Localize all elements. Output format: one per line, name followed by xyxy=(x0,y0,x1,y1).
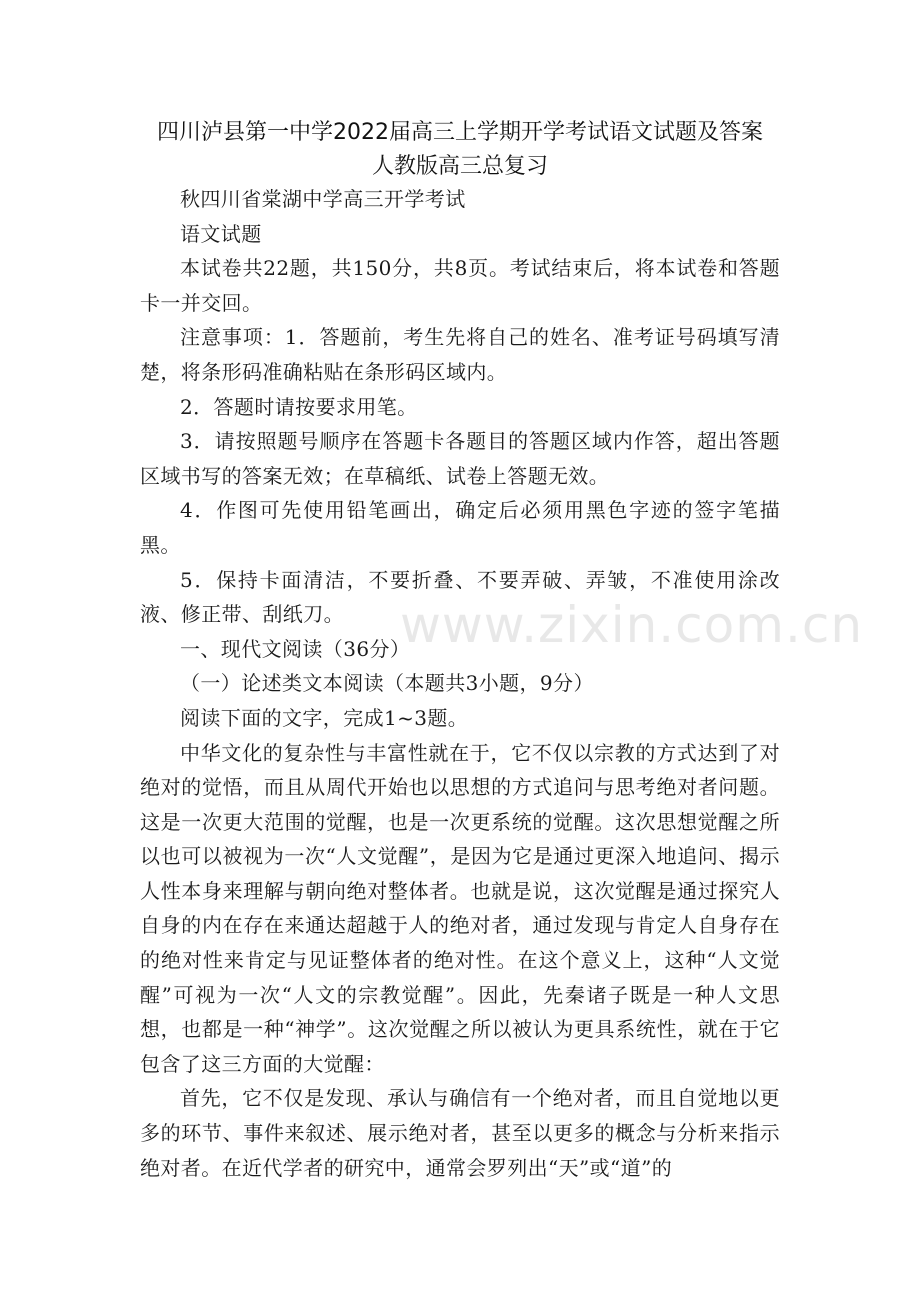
document-body xyxy=(140,182,780,1185)
notice-item-5: 5．保持卡面清洁，不要折叠、不要弄破、弄皱，不准使用涂改液、修正带、刮纸刀。 xyxy=(140,567,780,627)
passage-paragraph-1: 中华文化的复杂性与丰富性就在于，它不仅以宗教的方式达到了对绝对的觉悟，而且从周代开始也以思想的方式追问与思考绝对者问题。这是一次更大范围的觉醒，也是一次更系统的觉醒。这次思想觉醒之所以也可以被视为一次“人文觉醒”，是因为它是通过更深入地追问、揭示人性本身来理解与朝向绝对整体者。也就是说，这次觉醒是通过探究人自身的内在存在来通达超越于人的绝对者，通过发现与肯定人自身存在的绝对性来肯定与见证整体者的绝对性。在这个意义上，这种“人文觉醒”可视为一次“人文的宗教觉醒”。因此，先秦诸子既是一种人文思想，也都是一种“神学”。这次觉醒之所以被认为更具系统性，就在于它包含了这三方面的大觉醒： xyxy=(140,740,780,1076)
subsection-heading: （一）论述类文本阅读（本题共3小题，9分） xyxy=(180,671,594,696)
passage-paragraph-2: 首先，它不仅是发现、承认与确信有一个绝对者，而且自觉地以更多的环节、事件来叙述、展示绝对者，甚至以更多的概念与分析来指示绝对者。在近代学者的研究中，通常会罗列出“天”或“道”的 xyxy=(140,1086,780,1180)
exam-school-line: 秋四川省棠湖中学高三开学考试 xyxy=(180,187,466,211)
site-watermark: www.zixin.com.cn xyxy=(400,596,864,654)
section-heading: 一、现代文阅读（36分） xyxy=(180,636,411,661)
document-title: 四川泸县第一中学2022届高三上学期开学考试语文试题及答案 xyxy=(157,120,763,145)
document-subtitle: 人教版高三总复习 xyxy=(371,154,548,179)
notice-item-1: 注意事项：1．答题前，考生先将自己的姓名、准考证号码填写清楚，将条形码准确粘贴在条形码区域内。 xyxy=(140,325,780,384)
reading-instruction: 阅读下面的文字，完成1~3题。 xyxy=(180,705,469,730)
notice-item-4: 4．作图可先使用铅笔画出，确定后必须用黑色字迹的签字笔描黑。 xyxy=(140,498,780,557)
exam-intro-paragraph: 本试卷共22题，共150分，共8页。考试结束后，将本试卷和答题卡一并交回。 xyxy=(140,256,780,315)
notice-item-2: 2．答题时请按要求用笔。 xyxy=(180,394,418,419)
exam-subject-line: 语文试题 xyxy=(180,221,262,246)
notice-item-3: 3．请按照题号顺序在答题卡各题目的答题区域内作答，超出答题区域书写的答案无效；在草稿纸、试卷上答题无效。 xyxy=(140,429,780,488)
